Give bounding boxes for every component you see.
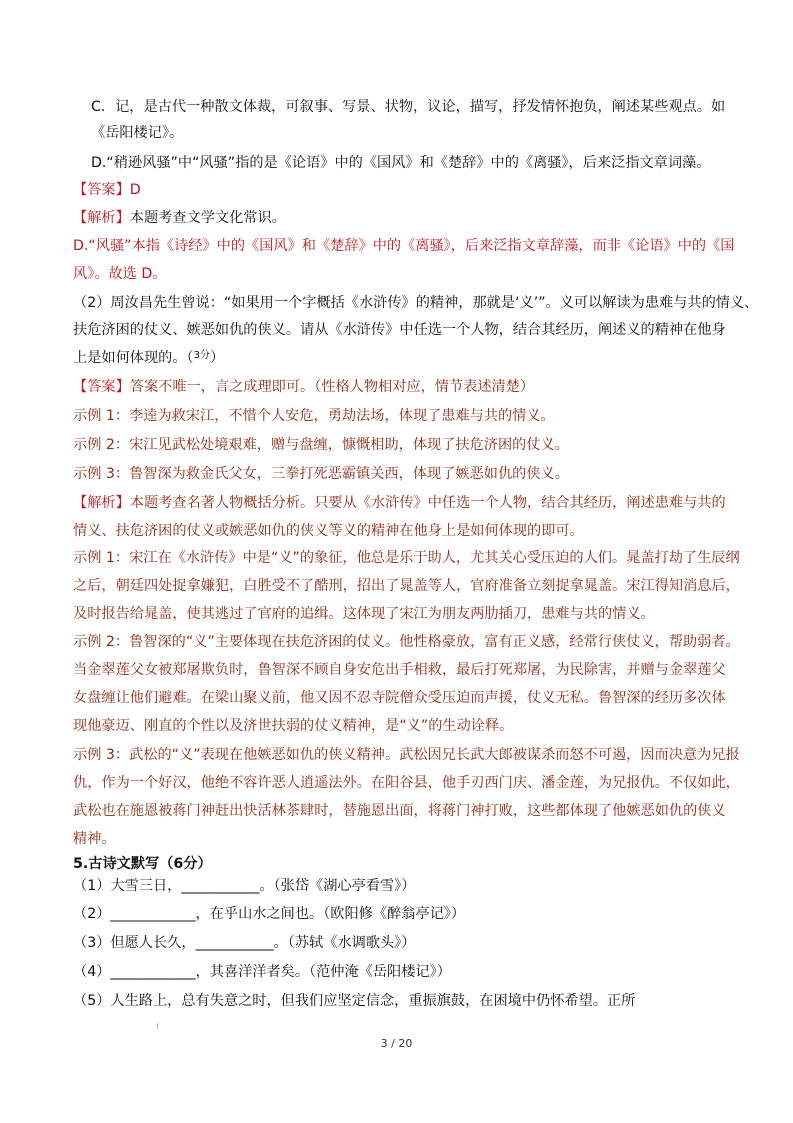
q2-detail-line: 仇，作为一个好汉，他绝不容许恶人逍遥法外。在阳谷县，他手刃西门庆、潘金莲，为兄报仇。不仅如此， [73, 775, 740, 791]
analysis-tag: 【解析】 [73, 210, 130, 226]
q2-question-line-1: （2）周汝昌先生曾说：“如果用一个字概括《水浒传》的精神，那就是‘义’”。义可以解读为患难与共的情义、 [73, 295, 759, 311]
q1-analysis-line [73, 208, 286, 228]
answer-tag: 【答案】 [73, 182, 130, 198]
page-number: 3 / 20 [380, 1037, 413, 1050]
analysis-text: 本题考查文学文化常识。 [129, 210, 286, 226]
fill-blank-item: （5）人生路上，总有失意之时，但我们应坚定信念，重振旗鼓，在困境中仍怀希望。正所 [73, 993, 636, 1009]
q2-analysis-line-2: 情义、扶危济困的仗义或嫉恶如仇的侠义等义的精神在他身上是如何体现的即可。 [73, 523, 584, 539]
q1-analysis-line-3: 风》。故选 D。 [73, 266, 167, 282]
q2-detail-line: 武松也在施恩被蒋门神赶出快活林茶肆时，替施恩出面，将蒋门神打败，这些都体现了他嫉恶如仇的侠义 [73, 803, 726, 819]
q2-detail-line: 之后，朝廷四处捉拿嫌犯，白胜受不了酷刑，招出了晁盖等人，官府准备立刻捉拿晁盖。宋江得知消息后， [73, 578, 740, 594]
q2-question-line-3 [73, 348, 224, 370]
q2-detail-line: 示例 3：武松的“义”表现在他嫉恶如仇的侠义精神。武松因兄长武大郎被谋杀而怒不可遏，因而决意为兄报 [73, 747, 740, 763]
option-c-line-2: 《岳阳楼记》。 [91, 125, 184, 141]
fill-blank-item: （4）____________，其喜洋洋者矣。（范仲淹《岳阳楼记》） [73, 964, 451, 980]
q2-detail-line: 精神。 [73, 831, 116, 847]
q2-detail-line: 女盘缠让他们避难。在梁山聚义前，他又因不忍寺院僧众受压迫而声援，仗义无私。鲁智深的经历多次体 [73, 690, 726, 706]
q2-example-3: 示例 3：鲁智深为救金氏父女，三拳打死恶霸镇关西，体现了嫉恶如仇的侠义。 [73, 466, 569, 482]
q2-question-line-2: 扶危济困的仗义、嫉恶如仇的侠义。请从《水浒传》中任选一个人物，结合其经历，阐述义的精神在他身 [73, 322, 726, 338]
q2-points: 3分 [193, 350, 210, 361]
q2-detail-line: 示例 2：鲁智深的“义”主要体现在扶危济困的仗义。他性格豪放，富有正义感，经常行侠仗义，帮助弱者。 [73, 634, 740, 650]
section-5-heading: 5.古诗文默写（6分） [73, 856, 212, 872]
q2-analysis-line-1 [73, 493, 726, 513]
option-d-line: D.“稍逊风骚”中“风骚”指的是《论语》中的《国风》和《楚辞》中的《离骚》，后来泛指文章词藻。 [91, 155, 711, 171]
q1-analysis-line-2: D.“风骚”本指《诗经》中的《国风》和《楚辞》中的《离骚》，后来泛指文章辞藻，而非《论语》中的《国 [73, 238, 735, 254]
q2-question-line-3-text: 上是如何体现的。（ [73, 350, 194, 366]
q1-answer-line [73, 180, 141, 200]
analysis-text: 本题考查名著人物概括分析。只要从《水浒传》中任选一个人物，结合其经历，阐述患难与共的 [129, 495, 726, 511]
option-c-line-1: C．记，是古代一种散文体裁，可叙事、写景、状物，议论，描写，抒发情怀抱负，阐述某些观点。如 [91, 99, 726, 115]
fill-blank-item: （2）____________，在乎山水之间也。（欧阳修《醉翁亭记》） [73, 906, 466, 922]
analysis-tag: 【解析】 [73, 495, 130, 511]
fill-blank-item: （3）但愿人长久，___________。（苏轼《水调歌头》） [73, 935, 416, 951]
q2-detail-line: 及时报告给晁盖，使其逃过了官府的追缉。这体现了宋江为朋友两肋插刀，患难与共的情义。 [73, 606, 655, 622]
answer-text: 答案不唯一，言之成理即可。（性格人物相对应，情节表述清楚） [129, 379, 535, 395]
q2-example-2: 示例 2：宋江见武松处境艰难，赠与盘缠，慷慨相助，体现了扶危济困的仗义。 [73, 437, 569, 453]
q2-answer-line [73, 377, 534, 397]
q2-example-1: 示例 1：李逵为救宋江，不惜个人安危，勇劫法场，体现了患难与共的情义。 [73, 408, 555, 424]
q2-detail-line: 示例 1：宋江在《水浒传》中是“义”的象征，他总是乐于助人，尤其关心受压迫的人们。晁盖打劫了生辰纲 [73, 550, 740, 566]
q2-question-line-3-end: ） [209, 350, 225, 366]
q2-detail-line: 现他豪迈、刚直的个性以及济世扶弱的仗义精神，是“义”的生动诠释。 [73, 718, 514, 734]
answer-tag: 【答案】 [73, 379, 130, 395]
q2-detail-line: 当金翠莲父女被郑屠欺负时，鲁智深不顾自身安危出手相救，最后打死郑屠，为民除害，并赠与金翠莲父 [73, 662, 726, 678]
scan-mark [157, 1023, 158, 1029]
answer-value: D [129, 182, 141, 198]
fill-blank-item: （1）大雪三日，___________。（张岱《湖心亭看雪》） [73, 878, 416, 894]
